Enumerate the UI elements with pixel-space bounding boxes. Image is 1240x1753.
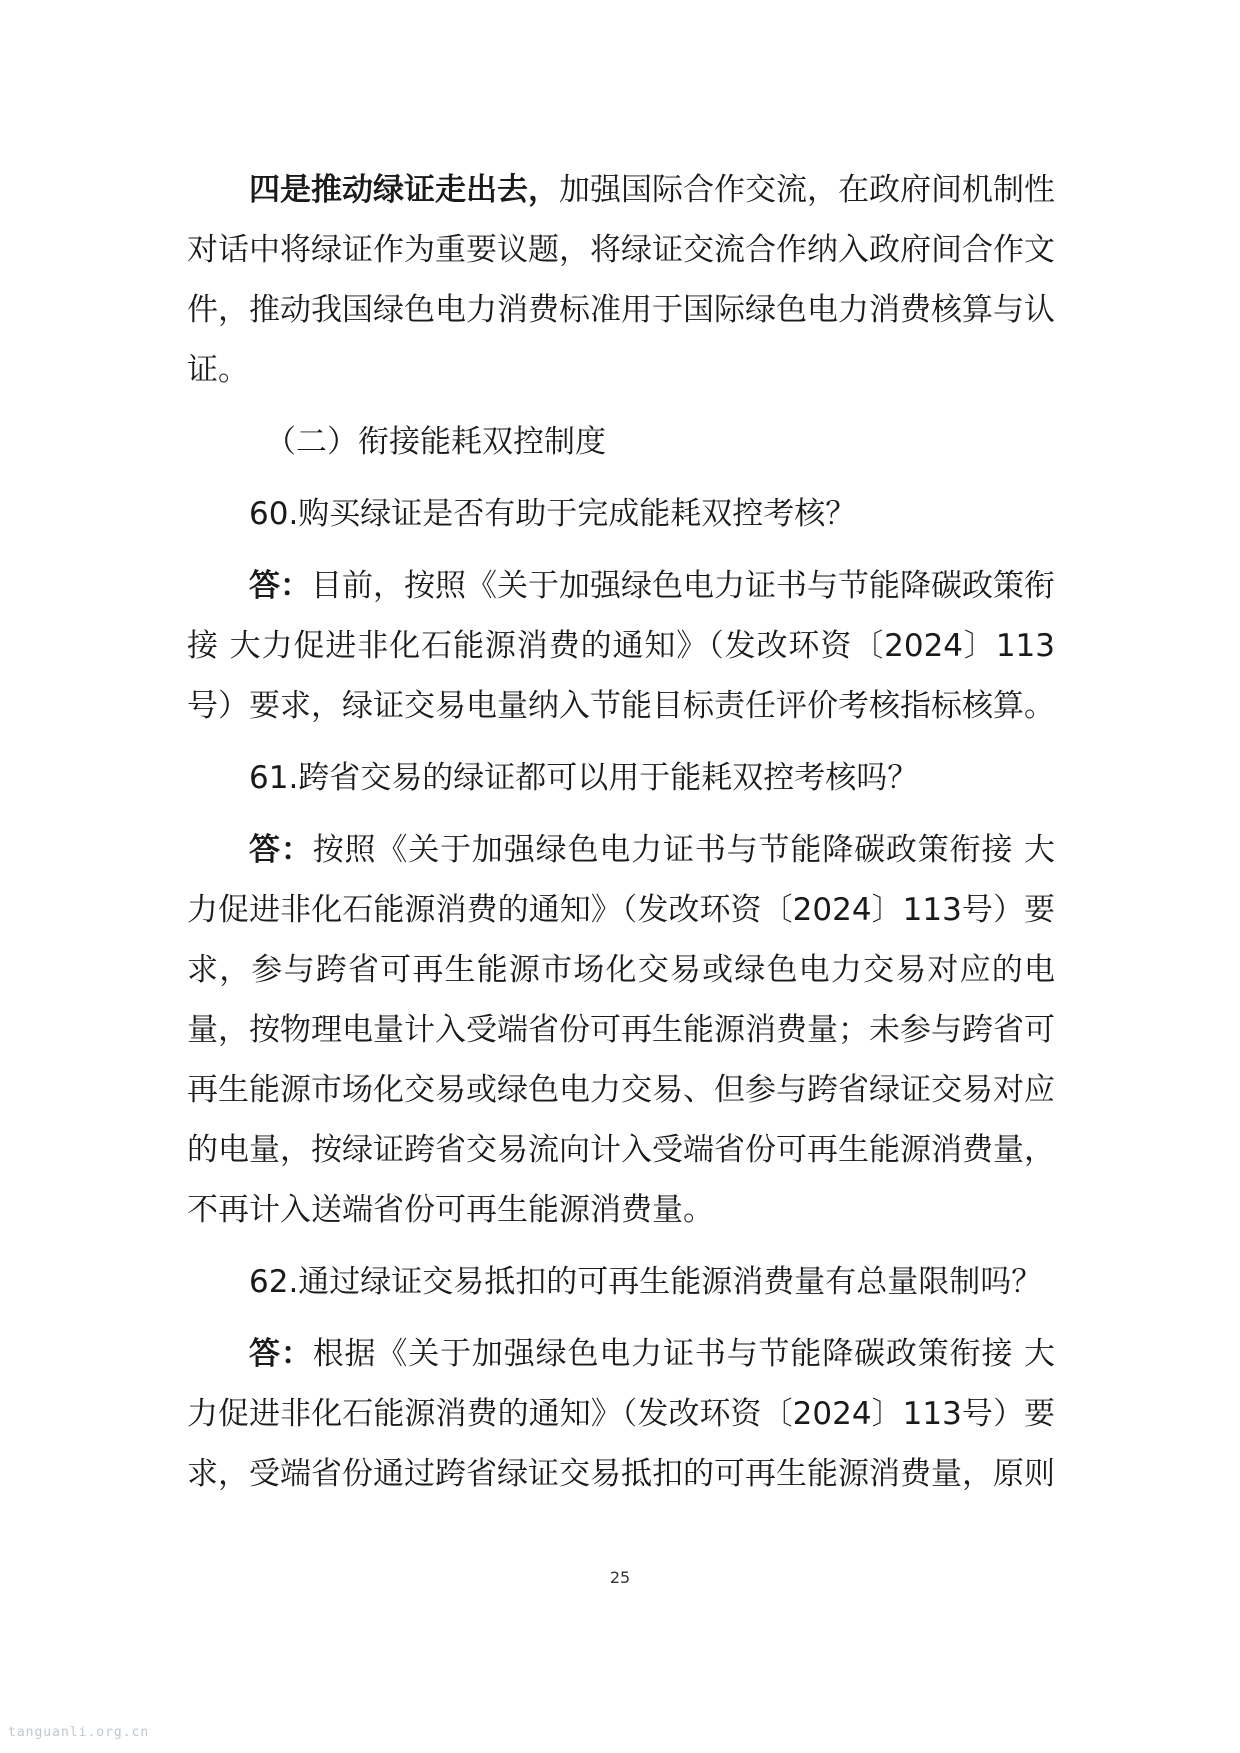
page-content: [187, 160, 1055, 1516]
answer-lead: 答：: [249, 568, 311, 604]
watermark: tanguanli.org.cn: [8, 1725, 150, 1740]
answer-lead: 答：: [249, 1336, 313, 1372]
answer-62: [187, 1324, 1055, 1504]
question-60: 60.购买绿证是否有助于完成能耗双控考核？: [249, 496, 857, 532]
paragraph-text: 加强国际合作交流，在政府间机制性对话中将绿证作为重要议题，将绿证交流合作纳入政府间合作文件，推动我国绿色电力消费标准用于国际绿色电力消费核算与认证。: [187, 172, 1055, 388]
section-heading: （二）衔接能耗双控制度: [265, 424, 606, 460]
question-62: 62.通过绿证交易抵扣的可再生能源消费量有总量限制吗？: [249, 1264, 1043, 1300]
answer-text: 根据《关于加强绿色电力证书与节能降碳政策衔接 大力促进非化石能源消费的通知》（发改环资〔2024〕113号）要求，受端省份通过跨省绿证交易抵扣的可再生能源消费量，原则: [187, 1336, 1056, 1492]
paragraph-green-cert-going-global: [187, 160, 1055, 400]
paragraph-lead: 四是推动绿证走出去，: [249, 172, 559, 208]
answer-60: [187, 556, 1055, 736]
answer-text: 目前，按照《关于加强绿色电力证书与节能降碳政策衔接 大力促进非化石能源消费的通知》（发改环资〔2024〕113号）要求，绿证交易电量纳入节能目标责任评价考核指标核算。: [187, 568, 1055, 724]
answer-61: [187, 820, 1055, 1240]
question-61: 61.跨省交易的绿证都可以用于能耗双控考核吗？: [249, 760, 919, 796]
page-number: 25: [609, 1568, 631, 1587]
answer-text: 按照《关于加强绿色电力证书与节能降碳政策衔接 大力促进非化石能源消费的通知》（发改环资〔2024〕113号）要求，参与跨省可再生能源市场化交易或绿色电力交易对应的电量，按物理电量计入受端省份可再生能源消费量；未参与跨省可再生能源市场化交易或绿色电力交易、但参与跨省绿证交易对应的电量，按绿证跨省交易流向计入受端省份可再生能源消费量，不再计入送端省份可再生能源消费量。: [187, 832, 1056, 1228]
answer-lead: 答：: [249, 832, 313, 868]
